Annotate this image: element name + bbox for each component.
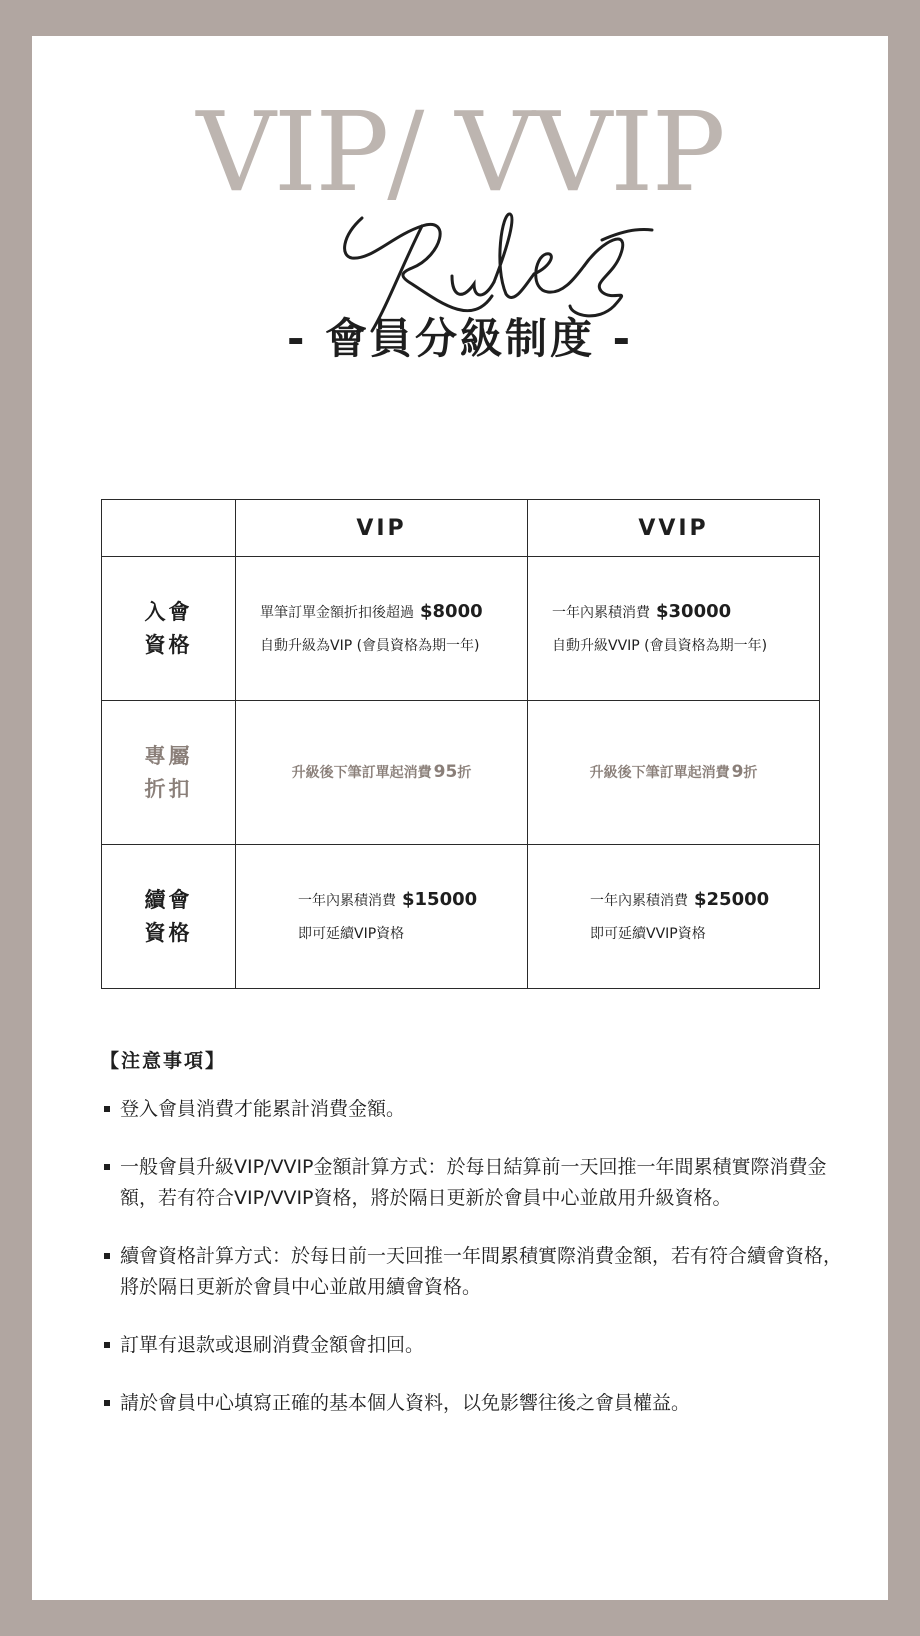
cell-renewal-vvip: 一年內累積消費 $25000 即可延續VVIP資格: [528, 845, 820, 989]
hero-title: VIP/ VVIP: [196, 88, 724, 216]
notes-title: 【注意事項】: [100, 1050, 227, 1072]
row-label-join: 入會 資格: [102, 557, 236, 701]
notes-list: [104, 1094, 844, 1446]
note-item: 一般會員升級VIP/VVIP金額計算方式：於每日結算前一天回推一年間累積實際消費金額，若有符合VIP/VVIP資格，將於隔日更新於會員中心並啟用升級資格。: [104, 1152, 844, 1214]
cell-renewal-vip: 一年內累積消費 $15000 即可延續VIP資格: [236, 845, 528, 989]
membership-tier-table: [101, 499, 820, 989]
cell-join-vvip: 一年內累積消費 $30000 自動升級VVIP (會員資格為期一年): [528, 557, 820, 701]
amount: $15000: [402, 888, 478, 910]
cell-join-vip: 單筆訂單金額折扣後超過 $8000 自動升級為VIP (會員資格為期一年): [236, 557, 528, 701]
cell-discount-vvip: 升級後下筆訂單起消費 9折: [528, 701, 820, 845]
note-item: 訂單有退款或退刷消費金額會扣回。: [104, 1330, 844, 1361]
table-row-renewal: [102, 845, 820, 989]
table-header-empty: [102, 500, 236, 557]
table-header-vip: VIP: [236, 500, 528, 557]
amount: $25000: [694, 888, 770, 910]
note-item: 請於會員中心填寫正確的基本個人資料，以免影響往後之會員權益。: [104, 1388, 844, 1419]
table-row-join: [102, 557, 820, 701]
row-label-renewal: 續會 資格: [102, 845, 236, 989]
note-item: 續會資格計算方式：於每日前一天回推一年間累積實際消費金額，若有符合續會資格，將於隔日更新於會員中心並啟用續會資格。: [104, 1241, 844, 1303]
table-header-row: [102, 500, 820, 557]
amount: $8000: [420, 600, 483, 622]
table-header-vvip: VVIP: [528, 500, 820, 557]
page-subtitle: - 會員分級制度 -: [286, 314, 634, 363]
cell-discount-vip: 升級後下筆訂單起消費 95折: [236, 701, 528, 845]
rules-card: [32, 36, 888, 1600]
row-label-discount: 專屬 折扣: [102, 701, 236, 845]
note-item: 登入會員消費才能累計消費金額。: [104, 1094, 844, 1125]
table-row-discount: [102, 701, 820, 845]
amount: $30000: [656, 600, 732, 622]
